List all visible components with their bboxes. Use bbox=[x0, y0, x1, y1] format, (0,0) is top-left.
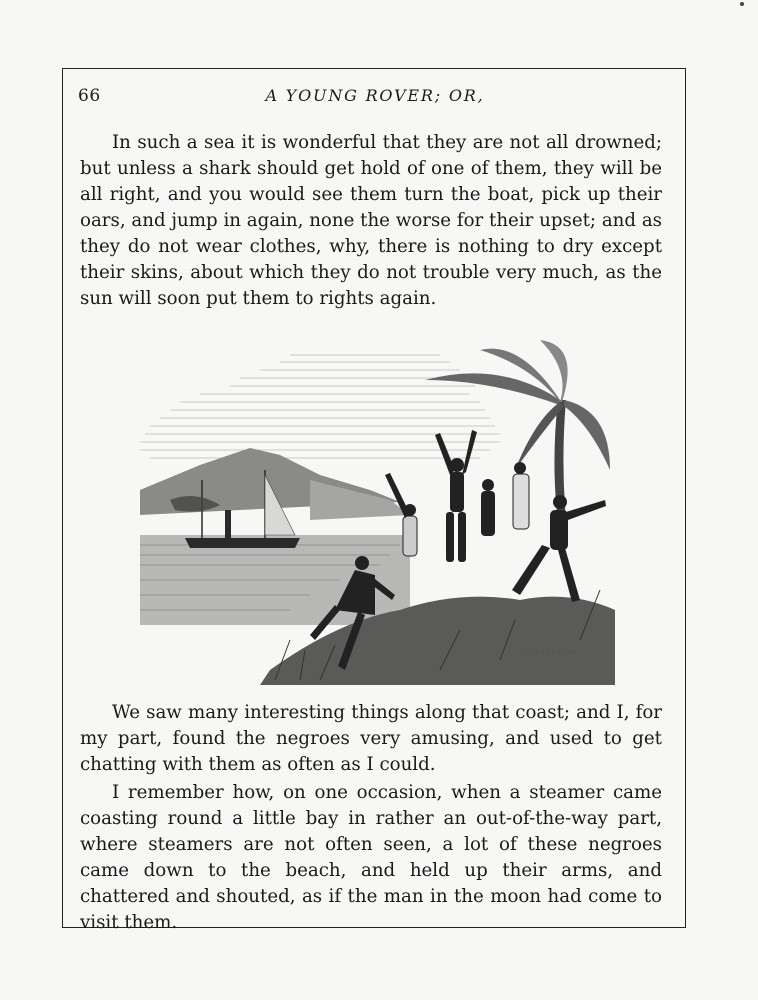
engraving-illustration bbox=[140, 340, 615, 685]
engraver-signature: J. JOHNSTON bbox=[520, 648, 576, 656]
sky-hatching bbox=[140, 355, 500, 458]
paragraph-text: In such a sea it is wonderful that they are not all drowned; but unless a shark should get hold of one of them, they will be all right, and you would see them turn the boat, pick up their oars, and jump in again, none the worse for their upset; and as they do not wear clothes, why, there is nothing to dry except their skins, about which they do not trouble very much, as the sun will soon put them to rights again. bbox=[80, 132, 662, 309]
paragraph-1 bbox=[80, 130, 662, 312]
print-speck bbox=[740, 2, 744, 6]
paragraph-text: I remember how, on one occasion, when a steamer came coasting round a little bay in rather an out-of-the-way part, where steamers are not often seen, a lot of these negroes came down to the beach, and held up their arms, and chattered and shouted, as if the man in the moon had come to visit them. bbox=[80, 782, 662, 933]
paragraph-3 bbox=[80, 780, 662, 936]
page-header bbox=[78, 86, 672, 112]
paragraph-2 bbox=[80, 700, 662, 778]
running-head: A YOUNG ROVER; OR, bbox=[265, 86, 485, 105]
paragraph-text: We saw many interesting things along that coast; and I, for my part, found the negroes very amusing, and used to get chatting with them as often as I could. bbox=[80, 702, 662, 775]
page-number: 66 bbox=[78, 86, 101, 106]
